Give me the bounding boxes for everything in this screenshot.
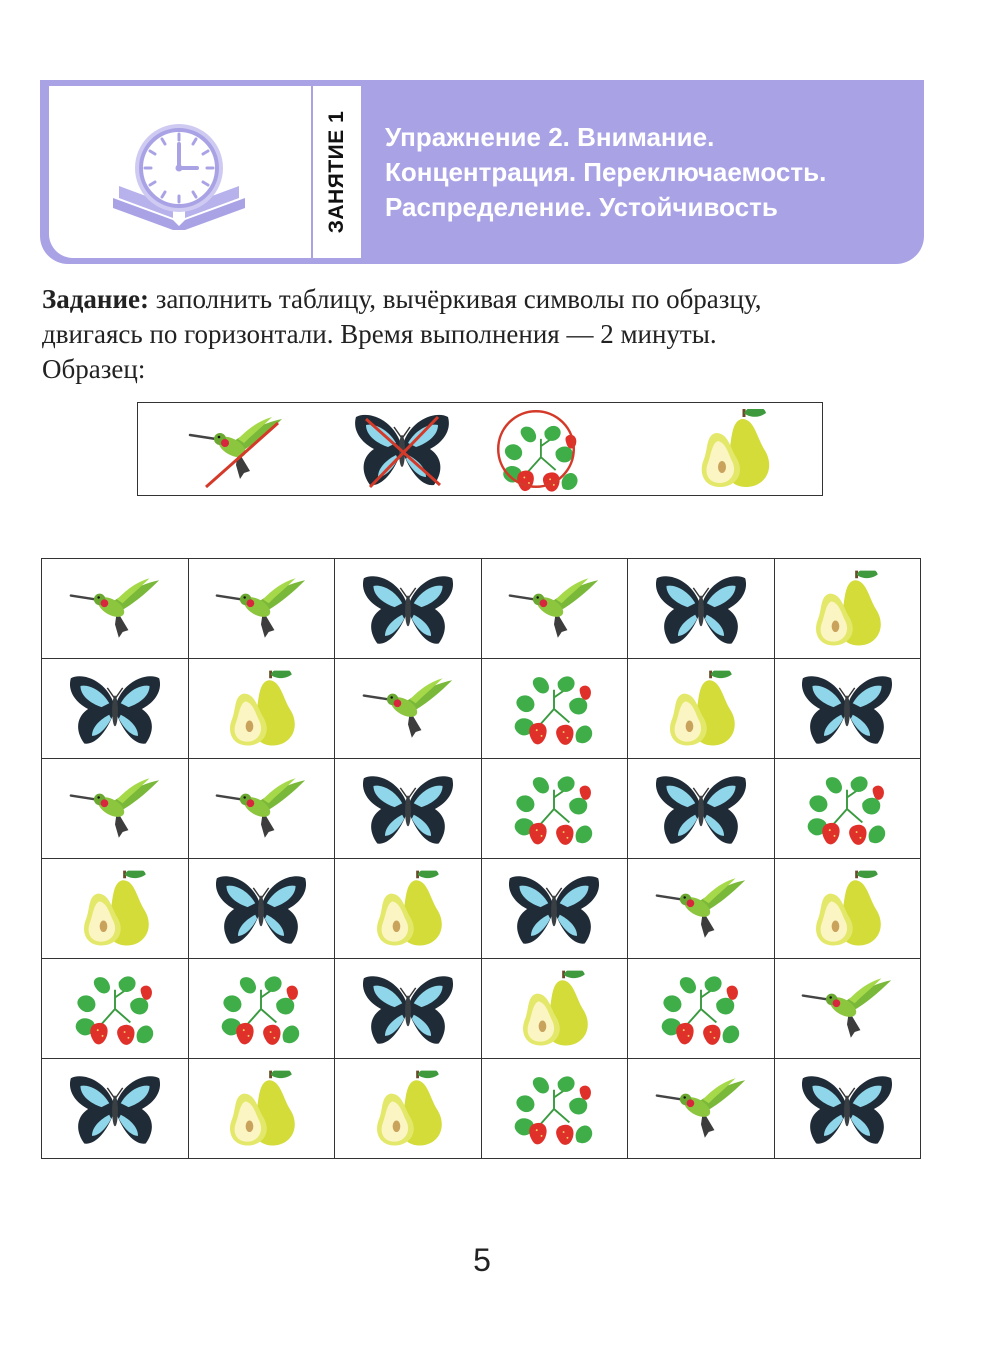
grid-cell[interactable] <box>774 559 921 659</box>
butterfly-icon <box>360 570 456 648</box>
pear-icon <box>799 570 895 648</box>
strawberry-icon <box>490 405 582 493</box>
grid-cell[interactable] <box>628 659 775 759</box>
grid-cell[interactable] <box>774 959 921 1059</box>
grid-cell[interactable] <box>42 1059 189 1159</box>
title-line: Концентрация. Переключаемость. <box>385 157 827 187</box>
grid-cell[interactable] <box>335 959 482 1059</box>
grid-cell[interactable] <box>42 859 189 959</box>
title-line: Упражнение 2. Внимание. <box>385 122 715 152</box>
pear-icon <box>684 409 784 489</box>
strawberry-icon <box>799 770 895 848</box>
pear-icon <box>799 870 895 948</box>
grid-cell[interactable] <box>774 859 921 959</box>
pear-icon <box>213 1070 309 1148</box>
grid-cell[interactable] <box>481 659 628 759</box>
butterfly-icon <box>799 670 895 748</box>
strawberry-icon <box>67 970 163 1048</box>
butterfly-icon <box>653 570 749 648</box>
butterfly-icon <box>653 770 749 848</box>
grid-cell[interactable] <box>628 1059 775 1159</box>
grid-cell[interactable] <box>335 659 482 759</box>
hummingbird-icon <box>67 770 163 848</box>
pear-icon <box>360 1070 456 1148</box>
title-line: Распределение. Устойчивость <box>385 192 778 222</box>
grid-cell[interactable] <box>188 759 335 859</box>
pear-icon <box>67 870 163 948</box>
grid-row <box>42 559 921 659</box>
grid-row <box>42 1059 921 1159</box>
butterfly-icon <box>67 1070 163 1148</box>
grid-row <box>42 859 921 959</box>
butterfly-icon <box>352 409 452 489</box>
sample-label: Образец: <box>42 354 146 384</box>
grid-cell[interactable] <box>42 659 189 759</box>
grid-cell[interactable] <box>481 1059 628 1159</box>
butterfly-icon <box>506 870 602 948</box>
grid-cell[interactable] <box>42 759 189 859</box>
grid-cell[interactable] <box>335 759 482 859</box>
butterfly-icon <box>360 970 456 1048</box>
grid-cell[interactable] <box>42 559 189 659</box>
lesson-header <box>40 80 924 264</box>
grid-cell[interactable] <box>188 859 335 959</box>
grid-cell[interactable] <box>481 559 628 659</box>
grid-cell[interactable] <box>335 1059 482 1159</box>
grid-row <box>42 659 921 759</box>
grid-cell[interactable] <box>774 1059 921 1159</box>
grid-cell[interactable] <box>188 959 335 1059</box>
strawberry-icon <box>506 770 602 848</box>
butterfly-icon <box>799 1070 895 1148</box>
grid-cell[interactable] <box>628 559 775 659</box>
grid-cell[interactable] <box>774 759 921 859</box>
pear-icon <box>506 970 602 1048</box>
hummingbird-icon <box>799 970 895 1048</box>
strawberry-icon <box>653 970 749 1048</box>
sample-box <box>137 402 823 496</box>
hummingbird-icon <box>360 670 456 748</box>
grid-cell[interactable] <box>481 759 628 859</box>
hummingbird-icon <box>653 1070 749 1148</box>
strawberry-icon <box>506 670 602 748</box>
exercise-title <box>385 120 915 225</box>
grid-cell[interactable] <box>628 959 775 1059</box>
page-number: 5 <box>473 1242 491 1278</box>
grid-row <box>42 959 921 1059</box>
grid-cell[interactable] <box>774 659 921 759</box>
lesson-tab <box>313 86 361 258</box>
butterfly-icon <box>213 870 309 948</box>
grid-cell[interactable] <box>188 1059 335 1159</box>
strawberry-icon <box>506 1070 602 1148</box>
task-label: Задание: <box>42 284 149 314</box>
grid-cell[interactable] <box>335 559 482 659</box>
butterfly-icon <box>67 670 163 748</box>
grid-cell[interactable] <box>188 559 335 659</box>
grid-cell[interactable] <box>481 959 628 1059</box>
task-line-1: заполнить таблицу, вычёркивая символы по образцу, <box>149 284 762 314</box>
grid-cell[interactable] <box>188 659 335 759</box>
task-line-2: двигаясь по горизонтали. Время выполнения — 2 минуты. <box>42 319 717 349</box>
grid-row <box>42 759 921 859</box>
hummingbird-icon <box>506 570 602 648</box>
pear-icon <box>360 870 456 948</box>
task-text <box>42 282 942 387</box>
grid-cell[interactable] <box>481 859 628 959</box>
grid-cell[interactable] <box>628 759 775 859</box>
header-icon-panel <box>49 86 311 258</box>
butterfly-icon <box>360 770 456 848</box>
grid-cell[interactable] <box>628 859 775 959</box>
hummingbird-icon <box>213 570 309 648</box>
hummingbird-icon <box>213 770 309 848</box>
grid-cell[interactable] <box>335 859 482 959</box>
pear-icon <box>213 670 309 748</box>
hummingbird-icon <box>653 870 749 948</box>
lesson-label: ЗАНЯТИЕ 1 <box>325 110 348 234</box>
grid-cell[interactable] <box>42 959 189 1059</box>
hummingbird-icon <box>67 570 163 648</box>
strawberry-icon <box>213 970 309 1048</box>
hummingbird-icon <box>186 409 286 489</box>
symbol-grid <box>41 558 921 1159</box>
pear-icon <box>653 670 749 748</box>
clock-book-icon <box>113 122 245 234</box>
